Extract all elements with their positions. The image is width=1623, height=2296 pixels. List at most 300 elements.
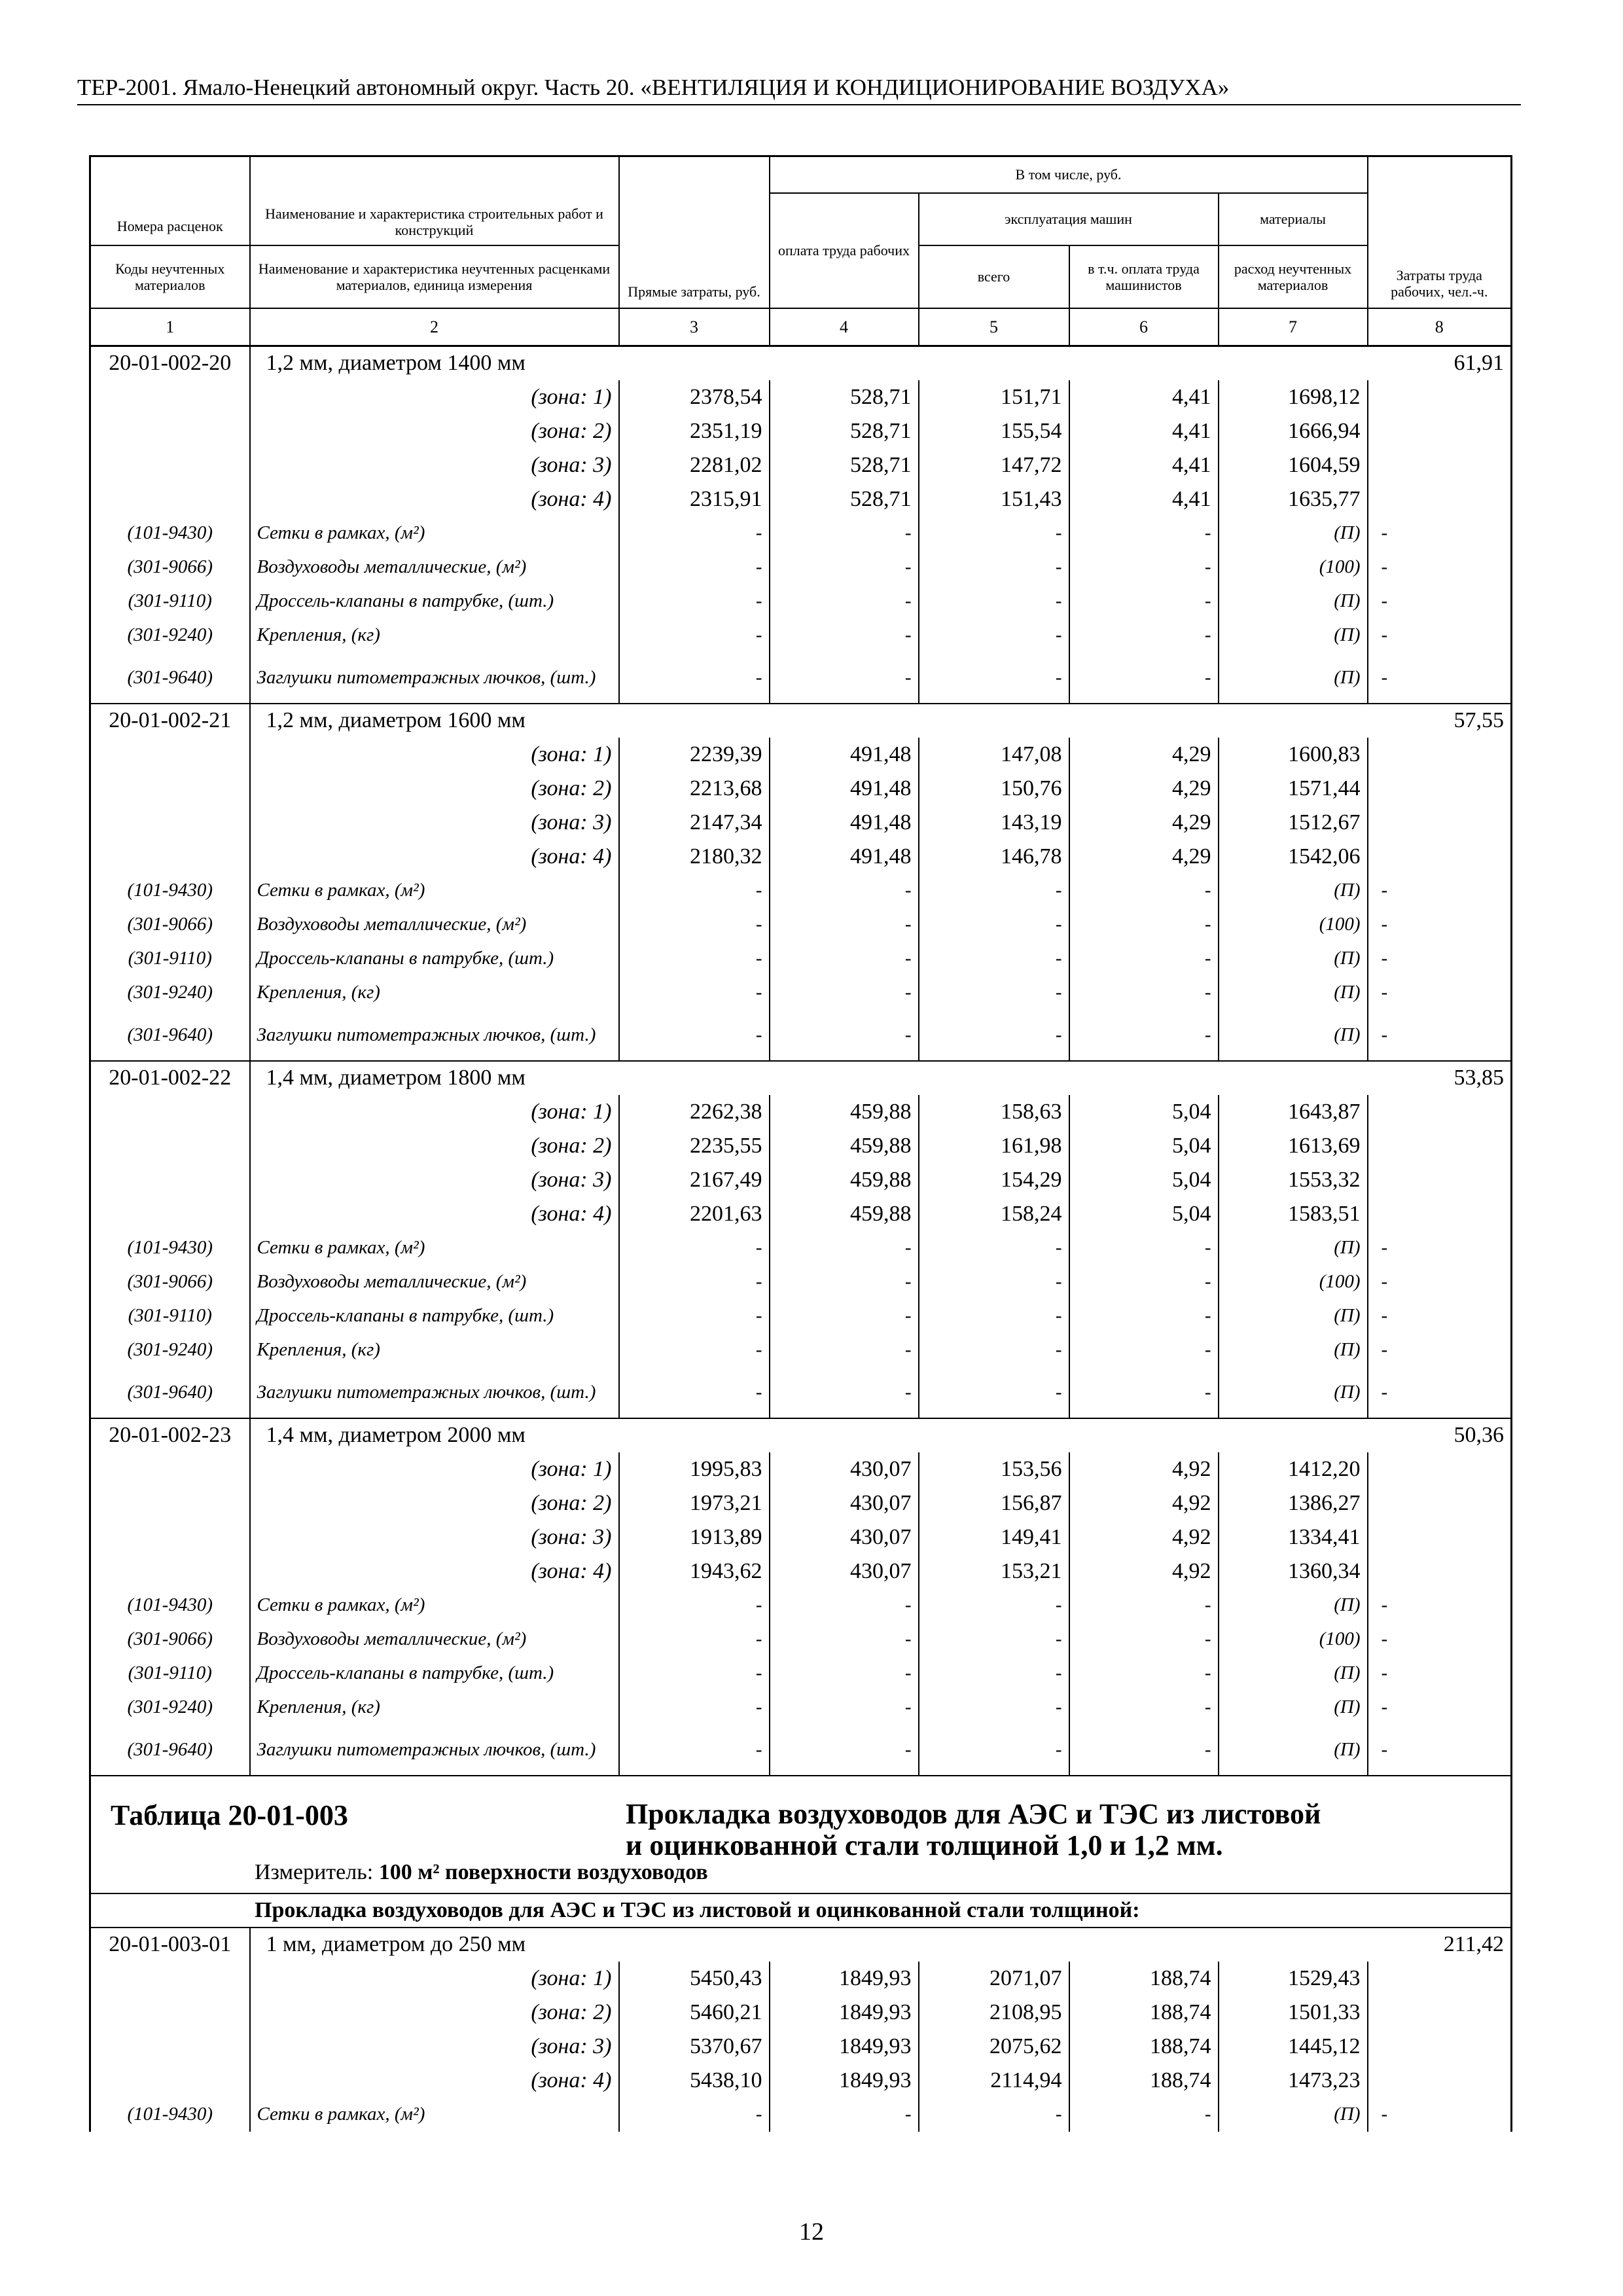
zone-operators: 188,74: [1069, 1962, 1219, 1996]
dash-cell: -: [1381, 556, 1388, 577]
dash-cell: -: [619, 619, 770, 653]
material-amount: (100): [1219, 550, 1368, 584]
zone-operators: 4,41: [1069, 482, 1219, 516]
material-name: Воздуховоды металлические, (м²): [250, 550, 619, 584]
empty-cell: [1368, 1095, 1512, 1129]
zone-operators: 5,04: [1069, 1095, 1219, 1129]
dash-cell: -: [1381, 590, 1388, 611]
empty-cell: [1368, 1554, 1512, 1588]
empty-cell: [90, 1163, 250, 1197]
zone-operators: 5,04: [1069, 1163, 1219, 1197]
material-name: Воздуховоды металлические, (м²): [250, 1265, 619, 1299]
zone-row: [90, 1095, 1512, 1129]
zone-row: [90, 414, 1512, 448]
dash-cell: -: [770, 1691, 919, 1725]
zone-label: (зона: 1): [250, 380, 619, 414]
material-row: [90, 653, 1512, 704]
material-amount: (П): [1219, 516, 1368, 550]
material-row: [90, 2098, 1512, 2132]
zone-wages: 528,71: [770, 414, 919, 448]
dash-cell: -: [1381, 1339, 1388, 1360]
col-number: 1: [90, 308, 250, 346]
header-unaccounted-names: Наименование и характеристика неучтенных расценками материалов, единица измерения: [250, 245, 619, 308]
dash-cell: -: [1069, 1657, 1219, 1691]
dash-cell: -: [770, 976, 919, 1010]
rate-code: 20-01-002-20: [90, 346, 250, 380]
dash-cell: -: [770, 1333, 919, 1367]
dash-cell: -: [919, 1367, 1069, 1418]
zone-wages: 528,71: [770, 482, 919, 516]
dash-cell: -: [1069, 976, 1219, 1010]
material-name: Сетки в рамках, (м²): [250, 1231, 619, 1265]
dash-cell: -: [919, 908, 1069, 942]
zone-materials: 1529,43: [1219, 1962, 1368, 1996]
rate-row: [90, 1418, 1512, 1452]
empty-cell: [1368, 1962, 1512, 1996]
material-amount: (П): [1219, 1333, 1368, 1367]
dash-cell: -: [919, 516, 1069, 550]
labor-cost: 53,85: [1368, 1061, 1512, 1095]
empty-cell: [90, 738, 250, 772]
dash-cell: -: [919, 1231, 1069, 1265]
zone-wages: 430,07: [770, 1520, 919, 1554]
empty-cell: [1368, 414, 1512, 448]
material-amount: (П): [1219, 653, 1368, 704]
rate-code: 20-01-003-01: [90, 1928, 250, 1962]
zone-label: (зона: 3): [250, 2030, 619, 2064]
zone-materials: 1635,77: [1219, 482, 1368, 516]
zone-materials: 1604,59: [1219, 448, 1368, 482]
zone-direct: 2167,49: [619, 1163, 770, 1197]
material-name: Воздуховоды металлические, (м²): [250, 1623, 619, 1657]
dash-cell: -: [919, 584, 1069, 619]
material-row: [90, 1265, 1512, 1299]
zone-direct: 2378,54: [619, 380, 770, 414]
zone-operators: 4,92: [1069, 1486, 1219, 1520]
empty-cell: [90, 2030, 250, 2064]
measure-prefix: Измеритель:: [255, 1859, 379, 1884]
zone-direct: 5438,10: [619, 2064, 770, 2098]
dash-cell: -: [619, 584, 770, 619]
zone-machines: 149,41: [919, 1520, 1069, 1554]
dash-cell: -: [619, 874, 770, 908]
dash-cell: -: [1381, 1305, 1388, 1326]
material-row: [90, 1367, 1512, 1418]
measure-value: 100 м² поверхности воздуховодов: [378, 1859, 708, 1884]
empty-cell: [1368, 482, 1512, 516]
table-heading-row: [90, 1776, 1512, 1893]
zone-row: [90, 1163, 1512, 1197]
zone-direct: 2239,39: [619, 738, 770, 772]
rate-row: [90, 1928, 1512, 1962]
dash-cell: -: [1069, 942, 1219, 976]
zone-wages: 1849,93: [770, 2030, 919, 2064]
zone-row: [90, 448, 1512, 482]
material-code: (101-9430): [90, 1231, 250, 1265]
dash-cell: -: [1381, 1662, 1388, 1683]
zone-materials: 1386,27: [1219, 1486, 1368, 1520]
material-row: [90, 976, 1512, 1010]
zone-direct: 2235,55: [619, 1129, 770, 1163]
zone-machines: 2114,94: [919, 2064, 1069, 2098]
rate-row: [90, 346, 1512, 380]
material-name: Заглушки питометражных лючков, (шт.): [250, 1010, 619, 1061]
zone-wages: 1849,93: [770, 2064, 919, 2098]
header-including: В том числе, руб.: [770, 156, 1368, 193]
material-row: [90, 1588, 1512, 1623]
zone-label: (зона: 2): [250, 1996, 619, 2030]
zone-operators: 4,92: [1069, 1520, 1219, 1554]
zone-wages: 491,48: [770, 806, 919, 840]
dash-cell: -: [919, 1725, 1069, 1776]
dash-cell: -: [1069, 1367, 1219, 1418]
header-machines: эксплуатация машин: [919, 193, 1219, 245]
dash-cell: -: [1381, 522, 1388, 543]
zone-row: [90, 840, 1512, 874]
table-header: [90, 156, 1512, 346]
header-unaccounted-codes: Коды неучтенных материалов: [90, 245, 250, 308]
empty-cell: [1368, 448, 1512, 482]
dash-cell: -: [1069, 1333, 1219, 1367]
material-code: (301-9640): [90, 1725, 250, 1776]
zone-materials: 1583,51: [1219, 1197, 1368, 1231]
dash-cell: -: [770, 1265, 919, 1299]
zone-materials: 1571,44: [1219, 772, 1368, 806]
material-code: (301-9240): [90, 976, 250, 1010]
header-machines-total: всего: [919, 245, 1069, 308]
zone-row: [90, 380, 1512, 414]
empty-cell: [1368, 1452, 1512, 1486]
zone-wages: 1849,93: [770, 1996, 919, 2030]
empty-cell: [90, 1129, 250, 1163]
dash-cell: -: [1381, 1381, 1388, 1403]
material-code: (301-9240): [90, 1691, 250, 1725]
material-code: (301-9640): [90, 653, 250, 704]
zone-machines: 154,29: [919, 1163, 1069, 1197]
dash-cell: -: [770, 584, 919, 619]
zone-machines: 143,19: [919, 806, 1069, 840]
zone-wages: 430,07: [770, 1486, 919, 1520]
zone-direct: 2201,63: [619, 1197, 770, 1231]
zone-row: [90, 806, 1512, 840]
zone-materials: 1360,34: [1219, 1554, 1368, 1588]
material-code: (301-9240): [90, 1333, 250, 1367]
dash-cell: -: [619, 2098, 770, 2132]
material-name: Сетки в рамках, (м²): [250, 2098, 619, 2132]
zone-wages: 430,07: [770, 1452, 919, 1486]
zone-machines: 2108,95: [919, 1996, 1069, 2030]
dash-cell: -: [919, 1333, 1069, 1367]
zone-direct: 1995,83: [619, 1452, 770, 1486]
zone-direct: 2315,91: [619, 482, 770, 516]
labor-cost: 57,55: [1368, 704, 1512, 738]
zone-label: (зона: 4): [250, 2064, 619, 2098]
zone-machines: 147,72: [919, 448, 1069, 482]
zone-label: (зона: 4): [250, 482, 619, 516]
dash-cell: -: [770, 1010, 919, 1061]
dash-cell: -: [919, 874, 1069, 908]
material-name: Заглушки питометражных лючков, (шт.): [250, 1725, 619, 1776]
empty-cell: [1368, 738, 1512, 772]
dash-cell: -: [619, 1691, 770, 1725]
material-name: Заглушки питометражных лючков, (шт.): [250, 1367, 619, 1418]
material-name: Сетки в рамках, (м²): [250, 874, 619, 908]
empty-cell: [90, 1554, 250, 1588]
zone-wages: 491,48: [770, 772, 919, 806]
dash-cell: -: [1069, 2098, 1219, 2132]
material-row: [90, 584, 1512, 619]
material-row: [90, 1010, 1512, 1061]
dash-cell: -: [770, 1725, 919, 1776]
zone-row: [90, 1129, 1512, 1163]
labor-cost: 50,36: [1368, 1418, 1512, 1452]
zone-direct: 1943,62: [619, 1554, 770, 1588]
material-name: Крепления, (кг): [250, 619, 619, 653]
zone-row: [90, 2030, 1512, 2064]
material-row: [90, 874, 1512, 908]
rate-row: [90, 1061, 1512, 1095]
material-name: Крепления, (кг): [250, 976, 619, 1010]
dash-cell: -: [919, 1588, 1069, 1623]
zone-label: (зона: 3): [250, 448, 619, 482]
zone-materials: 1473,23: [1219, 2064, 1368, 2098]
dash-cell: -: [1381, 2104, 1388, 2125]
rate-title: 1,4 мм, диаметром 1800 мм: [250, 1061, 619, 1095]
zone-operators: 4,41: [1069, 448, 1219, 482]
rate-title: 1,2 мм, диаметром 1600 мм: [250, 704, 619, 738]
zone-machines: 158,63: [919, 1095, 1069, 1129]
zone-machines: 161,98: [919, 1129, 1069, 1163]
material-row: [90, 1333, 1512, 1367]
zone-label: (зона: 3): [250, 1520, 619, 1554]
dash-cell: -: [1069, 1588, 1219, 1623]
dash-cell: -: [770, 1299, 919, 1333]
material-amount: (П): [1219, 1691, 1368, 1725]
labor-cost: 211,42: [1368, 1928, 1512, 1962]
dash-cell: -: [1069, 1265, 1219, 1299]
zone-operators: 5,04: [1069, 1197, 1219, 1231]
zone-row: [90, 1520, 1512, 1554]
dash-cell: -: [619, 942, 770, 976]
zone-wages: 1849,93: [770, 1962, 919, 1996]
material-row: [90, 1299, 1512, 1333]
material-amount: (П): [1219, 584, 1368, 619]
zone-row: [90, 1554, 1512, 1588]
empty-cell: [1368, 1996, 1512, 2030]
zone-label: (зона: 2): [250, 1486, 619, 1520]
table-heading: [91, 1776, 1510, 1893]
dash-cell: -: [770, 550, 919, 584]
dash-cell: -: [1381, 948, 1388, 969]
empty-cell: [1368, 1520, 1512, 1554]
dash-cell: -: [1381, 1271, 1388, 1292]
zone-machines: 153,56: [919, 1452, 1069, 1486]
material-amount: (П): [1219, 619, 1368, 653]
zone-wages: 430,07: [770, 1554, 919, 1588]
empty-cell: [1368, 2064, 1512, 2098]
zone-materials: 1334,41: [1219, 1520, 1368, 1554]
material-name: Дроссель-клапаны в патрубке, (шт.): [250, 584, 619, 619]
zone-label: (зона: 1): [250, 1962, 619, 1996]
zone-operators: 4,41: [1069, 414, 1219, 448]
zone-row: [90, 1197, 1512, 1231]
page-header: ТЕР-2001. Ямало-Ненецкий автономный округ. Часть 20. «ВЕНТИЛЯЦИЯ И КОНДИЦИОНИРОВАНИЕ ВОЗДУХА»: [77, 73, 1521, 105]
zone-label: (зона: 4): [250, 1197, 619, 1231]
dash-cell: -: [919, 1299, 1069, 1333]
material-code: (101-9430): [90, 516, 250, 550]
dash-cell: -: [619, 976, 770, 1010]
zone-label: (зона: 2): [250, 772, 619, 806]
zone-label: (зона: 1): [250, 1452, 619, 1486]
dash-cell: -: [919, 1010, 1069, 1061]
dash-cell: -: [1069, 1725, 1219, 1776]
dash-cell: -: [770, 1588, 919, 1623]
empty-cell: [1368, 1163, 1512, 1197]
dash-cell: -: [770, 1231, 919, 1265]
empty-cell: [1368, 806, 1512, 840]
material-name: Сетки в рамках, (м²): [250, 516, 619, 550]
header-wages: оплата труда рабочих: [770, 193, 919, 308]
dash-cell: -: [1381, 1696, 1388, 1717]
zone-label: (зона: 3): [250, 806, 619, 840]
dash-cell: -: [919, 976, 1069, 1010]
spacer: [619, 1928, 1368, 1962]
zone-machines: 146,78: [919, 840, 1069, 874]
dash-cell: -: [919, 550, 1069, 584]
empty-cell: [1368, 380, 1512, 414]
dash-cell: -: [619, 1657, 770, 1691]
zone-direct: 2147,34: [619, 806, 770, 840]
dash-cell: -: [619, 653, 770, 704]
material-amount: (П): [1219, 1657, 1368, 1691]
dash-cell: -: [1069, 1691, 1219, 1725]
empty-cell: [90, 1996, 250, 2030]
dash-cell: -: [1381, 1738, 1388, 1760]
col-number: 5: [919, 308, 1069, 346]
table-label: Таблица 20-01-003: [111, 1799, 348, 1831]
zone-direct: 1973,21: [619, 1486, 770, 1520]
dash-cell: -: [919, 653, 1069, 704]
rate-code: 20-01-002-22: [90, 1061, 250, 1095]
dash-cell: -: [1381, 880, 1388, 901]
col-number: 4: [770, 308, 919, 346]
table-measure: [255, 1860, 708, 1885]
empty-cell: [90, 1962, 250, 1996]
dash-cell: -: [1381, 666, 1388, 688]
zone-direct: 5370,67: [619, 2030, 770, 2064]
empty-cell: [90, 772, 250, 806]
material-row: [90, 619, 1512, 653]
dash-cell: -: [770, 908, 919, 942]
zone-operators: 4,29: [1069, 806, 1219, 840]
material-code: (301-9066): [90, 1623, 250, 1657]
table-body: [90, 346, 1512, 2132]
dash-cell: -: [919, 2098, 1069, 2132]
material-name: Дроссель-клапаны в патрубке, (шт.): [250, 1657, 619, 1691]
zone-row: [90, 1452, 1512, 1486]
zone-machines: 153,21: [919, 1554, 1069, 1588]
header-rate-numbers: Номера расценок: [90, 156, 250, 245]
zone-machines: 151,43: [919, 482, 1069, 516]
dash-cell: -: [770, 1367, 919, 1418]
zone-operators: 188,74: [1069, 2030, 1219, 2064]
material-amount: (П): [1219, 976, 1368, 1010]
material-code: (301-9640): [90, 1010, 250, 1061]
dash-cell: -: [1069, 1231, 1219, 1265]
zone-operators: 4,92: [1069, 1452, 1219, 1486]
empty-cell: [90, 1197, 250, 1231]
zone-operators: 4,29: [1069, 738, 1219, 772]
material-code: (101-9430): [90, 2098, 250, 2132]
zone-machines: 155,54: [919, 414, 1069, 448]
zone-wages: 491,48: [770, 840, 919, 874]
material-code: (101-9430): [90, 874, 250, 908]
rate-title: 1 мм, диаметром до 250 мм: [250, 1928, 619, 1962]
header-labor: Затраты труда рабочих, чел.-ч.: [1368, 156, 1512, 308]
dash-cell: -: [1069, 619, 1219, 653]
dash-cell: -: [619, 908, 770, 942]
zone-row: [90, 772, 1512, 806]
header-work-name: Наименование и характеристика строительных работ и конструкций: [250, 156, 619, 245]
zone-label: (зона: 4): [250, 1554, 619, 1588]
material-row: [90, 1623, 1512, 1657]
dash-cell: -: [1069, 516, 1219, 550]
zone-row: [90, 482, 1512, 516]
dash-cell: -: [619, 1265, 770, 1299]
material-code: (301-9066): [90, 550, 250, 584]
dash-cell: -: [619, 1367, 770, 1418]
material-code: (101-9430): [90, 1588, 250, 1623]
zone-wages: 528,71: [770, 380, 919, 414]
spacer: [619, 1418, 1368, 1452]
dash-cell: -: [919, 619, 1069, 653]
zone-operators: 4,92: [1069, 1554, 1219, 1588]
empty-cell: [90, 806, 250, 840]
material-amount: (100): [1219, 1623, 1368, 1657]
material-code: (301-9110): [90, 584, 250, 619]
dash-cell: -: [1069, 584, 1219, 619]
zone-direct: 2351,19: [619, 414, 770, 448]
zone-operators: 4,41: [1069, 380, 1219, 414]
dash-cell: -: [919, 1265, 1069, 1299]
dash-cell: -: [619, 1623, 770, 1657]
rate-title: 1,2 мм, диаметром 1400 мм: [266, 351, 526, 376]
material-code: (301-9066): [90, 1265, 250, 1299]
zone-machines: 151,71: [919, 380, 1069, 414]
dash-cell: -: [770, 653, 919, 704]
empty-cell: [1368, 772, 1512, 806]
material-name: Воздуховоды металлические, (м²): [250, 908, 619, 942]
zone-operators: 188,74: [1069, 2064, 1219, 2098]
material-amount: (П): [1219, 1231, 1368, 1265]
dash-cell: -: [1381, 1237, 1388, 1258]
material-row: [90, 516, 1512, 550]
page-number: 12: [799, 2218, 824, 2246]
material-row: [90, 1725, 1512, 1776]
col-number: 2: [250, 308, 619, 346]
labor-cost: 61,91: [1454, 351, 1505, 376]
zone-operators: 5,04: [1069, 1129, 1219, 1163]
material-amount: (П): [1219, 874, 1368, 908]
dash-cell: -: [619, 1725, 770, 1776]
dash-cell: -: [1381, 914, 1388, 935]
dash-cell: -: [770, 2098, 919, 2132]
material-code: (301-9110): [90, 1657, 250, 1691]
col-number: 8: [1368, 308, 1512, 346]
dash-cell: -: [619, 1333, 770, 1367]
zone-machines: 147,08: [919, 738, 1069, 772]
zone-wages: 459,88: [770, 1163, 919, 1197]
